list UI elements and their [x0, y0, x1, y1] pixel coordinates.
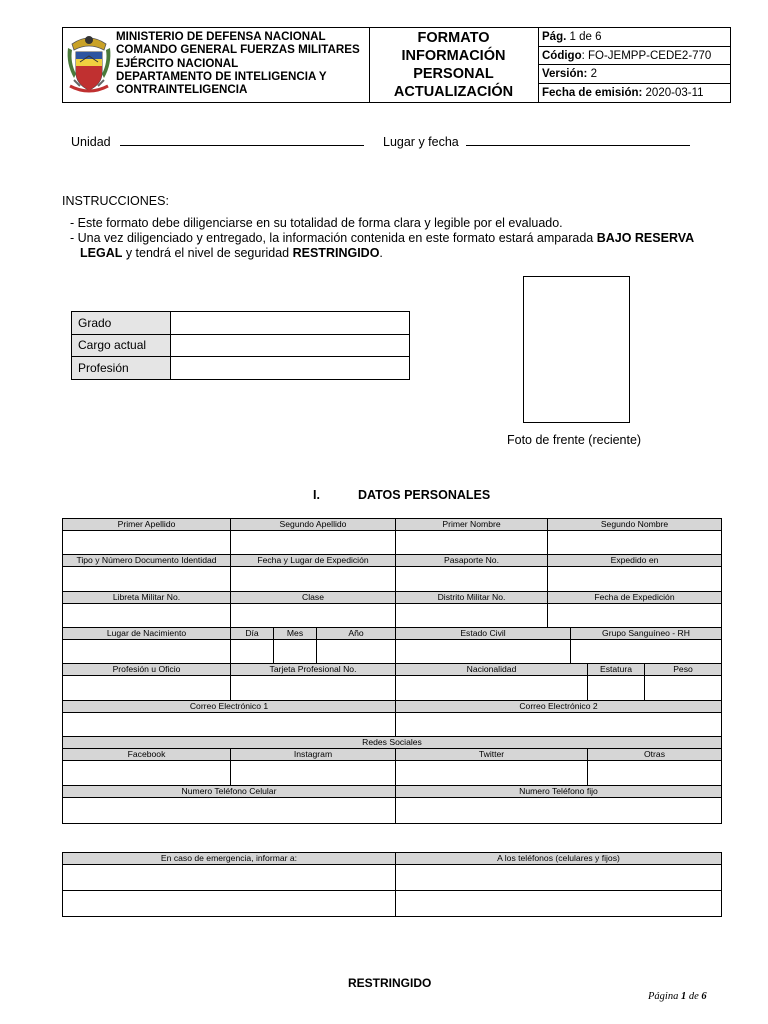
instruction-emphasis: RESTRINGIDO [292, 246, 380, 260]
dia-label: Día [231, 628, 274, 639]
cargo-input[interactable] [171, 334, 410, 357]
anio-label: Año [317, 628, 396, 639]
distrito-militar-label: Distrito Militar No. [396, 592, 548, 603]
table-row [63, 604, 721, 628]
org-line: COMANDO GENERAL FUERZAS MILITARES [116, 43, 360, 57]
org-line: CONTRAINTELIGENCIA [116, 83, 248, 97]
table-row [63, 676, 721, 701]
table-header-row [63, 786, 721, 798]
profesion-oficio-input[interactable] [63, 676, 231, 700]
instruction-text: y tendrá el nivel de seguridad [122, 246, 293, 260]
correo-2-label: Correo Electrónico 2 [519, 701, 598, 711]
grado-input[interactable] [171, 312, 410, 335]
segundo-apellido-input[interactable] [231, 531, 396, 554]
title-line: INFORMACIÓN [401, 48, 506, 64]
title-line: FORMATO [417, 30, 490, 46]
lugar-fecha-label: Lugar y fecha [383, 135, 459, 149]
otras-label: Otras [643, 749, 665, 759]
expedido-en-input[interactable] [548, 567, 721, 591]
lugar-nacimiento-label: Lugar de Nacimiento [63, 628, 231, 639]
unidad-input[interactable] [120, 134, 364, 146]
document-metadata [538, 28, 730, 102]
table-row [63, 865, 721, 891]
org-line: EJÉRCITO NACIONAL [116, 56, 239, 70]
correo-1-input[interactable] [63, 713, 396, 736]
segundo-nombre-input[interactable] [548, 531, 721, 554]
grado-label: Grado [72, 312, 171, 335]
org-line: MINISTERIO DE DEFENSA NACIONAL [116, 30, 326, 43]
table-header-row [63, 737, 721, 749]
table-header-row [63, 664, 721, 676]
table-row [72, 357, 410, 380]
otras-input[interactable] [588, 761, 721, 785]
table-row [63, 567, 721, 592]
telefono-fijo-input[interactable] [396, 798, 721, 823]
emergency-contact-input[interactable] [63, 865, 396, 890]
clase-input[interactable] [231, 604, 396, 627]
page-prefix: Página [648, 991, 681, 1002]
pasaporte-label: Pasaporte No. [396, 555, 548, 566]
lugar-fecha-field [383, 134, 690, 149]
emergency-phones-label: A los teléfonos (celulares y fijos) [497, 853, 620, 863]
instructions-title: INSTRUCCIONES: [62, 194, 169, 208]
personal-data-table [62, 518, 722, 824]
segundo-apellido-label: Segundo Apellido [231, 519, 396, 530]
twitter-input[interactable] [396, 761, 588, 785]
instruction-line-3 [80, 246, 383, 260]
nacionalidad-label: Nacionalidad [396, 664, 588, 675]
photo-box[interactable] [523, 276, 630, 423]
tarjeta-profesional-input[interactable] [231, 676, 396, 700]
document-header [62, 27, 731, 103]
grupo-sanguineo-input[interactable] [571, 640, 721, 663]
document-title [369, 28, 539, 102]
estado-civil-input[interactable] [396, 640, 571, 663]
distrito-militar-input[interactable] [396, 604, 548, 627]
page-info [538, 28, 730, 47]
twitter-label: Twitter [396, 749, 588, 760]
estatura-label: Estatura [588, 664, 645, 675]
table-row [72, 334, 410, 357]
pasaporte-input[interactable] [396, 567, 548, 591]
fecha-lugar-expedicion-input[interactable] [231, 567, 396, 591]
lugar-nacimiento-input[interactable] [63, 640, 231, 663]
table-header-row [63, 701, 721, 713]
libreta-militar-label: Libreta Militar No. [63, 592, 231, 603]
title-line: PERSONAL [413, 66, 494, 82]
primer-apellido-label: Primer Apellido [63, 519, 231, 530]
code-label: Código [542, 49, 582, 62]
version-label: Versión: [542, 68, 588, 80]
expedido-en-label: Expedido en [610, 555, 659, 565]
section-title: DATOS PERSONALES [358, 488, 491, 502]
table-header-row [63, 853, 721, 865]
profesion-input[interactable] [171, 357, 410, 380]
nacionalidad-input[interactable] [396, 676, 588, 700]
redes-sociales-label: Redes Sociales [362, 737, 422, 747]
classification-label: RESTRINGIDO [348, 976, 432, 990]
page-value: 1 de 6 [569, 31, 602, 43]
segundo-nombre-label: Segundo Nombre [600, 519, 669, 529]
tipo-documento-input[interactable] [63, 567, 231, 591]
table-header-row [63, 555, 721, 567]
table-header-row [63, 592, 721, 604]
issue-date-value: 2020-03-11 [642, 86, 704, 99]
dia-input[interactable] [231, 640, 274, 663]
primer-apellido-input[interactable] [63, 531, 231, 554]
page-number [648, 991, 707, 1002]
page-separator: de [686, 991, 702, 1002]
header-organization [63, 28, 370, 102]
org-line: DEPARTAMENTO DE INTELIGENCIA Y [116, 69, 327, 83]
fecha-lugar-expedicion-label: Fecha y Lugar de Expedición [231, 555, 396, 566]
table-row [63, 798, 721, 823]
photo-caption: Foto de frente (reciente) [507, 433, 642, 447]
facebook-label: Facebook [63, 749, 231, 760]
emergency-contact-table [62, 852, 722, 917]
table-row [63, 891, 721, 916]
instagram-input[interactable] [231, 761, 396, 785]
title-line: ACTUALIZACIÓN [393, 84, 514, 100]
primer-nombre-input[interactable] [396, 531, 548, 554]
correo-2-input[interactable] [396, 713, 721, 736]
fecha-expedicion-label: Fecha de Expedición [594, 592, 675, 602]
page-label: Pág. [542, 31, 567, 43]
telefono-celular-input[interactable] [63, 798, 396, 823]
primer-nombre-label: Primer Nombre [396, 519, 548, 530]
profesion-label: Profesión [72, 357, 171, 380]
instruction-line-1: - Este formato debe diligenciarse en su totalidad de forma clara y legible por el evaluado. [70, 216, 563, 230]
clase-label: Clase [231, 592, 396, 603]
issue-date-info [538, 84, 730, 103]
page-total: 6 [701, 991, 707, 1002]
correo-1-label: Correo Electrónico 1 [63, 701, 396, 712]
table-row [72, 312, 410, 335]
table-header-row [63, 749, 721, 761]
rank-table [71, 311, 410, 380]
table-row [63, 713, 721, 737]
code-info [538, 47, 730, 66]
estado-civil-label: Estado Civil [396, 628, 571, 639]
emergency-phones-input[interactable] [396, 865, 721, 890]
table-header-row [63, 519, 721, 531]
mes-label: Mes [274, 628, 317, 639]
telefono-celular-label: Numero Teléfono Celular [63, 786, 396, 797]
instruction-emphasis: LEGAL [80, 246, 123, 260]
version-info [538, 65, 730, 84]
instruction-emphasis: BAJO RESERVA [596, 231, 695, 245]
organization-name [116, 30, 360, 96]
tarjeta-profesional-label: Tarjeta Profesional No. [231, 664, 396, 675]
estatura-input[interactable] [588, 676, 645, 700]
page-current: 1 [680, 991, 687, 1002]
instruction-line-2 [70, 231, 694, 245]
issue-date-label: Fecha de emisión: [542, 86, 643, 99]
anio-input[interactable] [317, 640, 396, 663]
section-number: I. [313, 488, 320, 502]
table-row [63, 531, 721, 555]
instruction-text: - Una vez diligenciado y entregado, la información contenida en este formato estará amparada [70, 231, 597, 245]
telefono-fijo-label: Numero Teléfono fijo [519, 786, 598, 796]
instruction-text: . [379, 246, 383, 260]
coat-of-arms-icon [66, 34, 112, 98]
fecha-expedicion-input[interactable] [548, 604, 721, 627]
emergency-contact-label: En caso de emergencia, informar a: [63, 853, 396, 864]
emergency-phones-input[interactable] [396, 891, 721, 916]
table-header-row [63, 628, 721, 640]
grupo-sanguineo-label: Grupo Sanguíneo - RH [602, 628, 690, 638]
table-row [63, 761, 721, 786]
emergency-contact-input[interactable] [63, 891, 396, 916]
peso-label: Peso [673, 664, 693, 674]
table-row [63, 640, 721, 664]
unidad-field [71, 134, 364, 149]
facebook-input[interactable] [63, 761, 231, 785]
profesion-oficio-label: Profesión u Oficio [63, 664, 231, 675]
unidad-label: Unidad [71, 135, 111, 149]
code-value: : FO-JEMPP-CEDE2-770 [581, 49, 712, 62]
mes-input[interactable] [274, 640, 317, 663]
version-value: 2 [587, 68, 597, 80]
peso-input[interactable] [645, 676, 721, 700]
libreta-militar-input[interactable] [63, 604, 231, 627]
tipo-documento-label: Tipo y Número Documento Identidad [63, 555, 231, 566]
instagram-label: Instagram [231, 749, 396, 760]
lugar-fecha-input[interactable] [466, 134, 690, 146]
cargo-label: Cargo actual [72, 334, 171, 357]
